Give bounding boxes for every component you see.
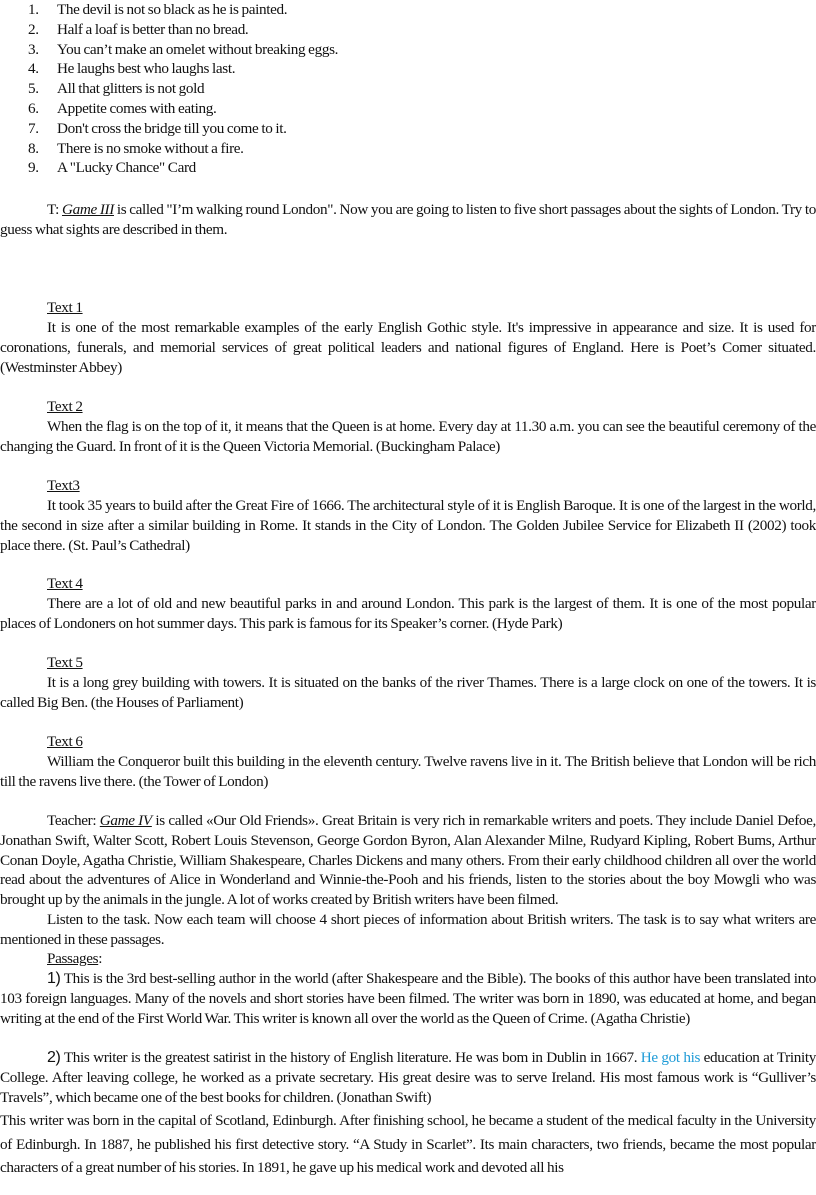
text-heading: Text3 [47,477,80,494]
list-number: 5. [28,80,39,98]
proverb-text: He laughs best who laughs last. [57,60,236,78]
text-heading: Text 4 [47,575,83,592]
game4-text: is called «Our Old Friends». Great Britain is very rich in remarkable writers and poets. They include Daniel Defoe, Jonathan Swift, Walter Scott, Robert Louis Stevenson, George Gordon Byron, Alan Alexander Milne, Rudyard Kipling, Robert Bums, Arthur Conan Doyle, Agatha Christie, William Shakespeare, Charles Dickens and many others. From their early childhood children all over the world read about the adventures of Alice in Wonderland and Winnie-the-Pooh and his friends, listen to the stories about the boy Mowgli who was brought up by the animals in the jungle. A lot of works created by British writers have been filmed. [0,812,816,909]
list-item [0,158,700,178]
passages-colon: : [98,950,103,967]
passage-text: This writer is the greatest satirist in the history of English literature. He was bom in Dublin in 1667. [60,1049,641,1066]
game-title: Game IV [99,812,152,829]
text-body: It took 35 years to build after the Great Fire of 1666. The architectural style of it is English Baroque. It is one of the largest in the world, the second in size after a similar building in Rome. It stands in the City of London. The Golden Jubilee Service for Elizabeth II (2002) took place there. (St. Paul’s Cathedral) [0,497,816,554]
proverb-text: Don't cross the bridge till you come to it. [57,119,287,137]
text-body: William the Conqueror built this building in the eleventh century. Twelve ravens live in it. The British believe that London will be rich till the ravens live there. (the Tower of London) [0,753,816,790]
game-title: Game III [62,201,114,218]
list-item [0,20,700,40]
list-number: 2. [28,20,39,38]
text-body: It is a long grey building with towers. It is situated on the banks of the river Thames. There is a large clock on one of the towers. It is called Big Ben. (the Houses of Parliament) [0,674,816,711]
proverb-text: A "Lucky Chance" Card [57,159,196,177]
proverb-text: All that glitters is not gold [57,80,205,98]
list-number: 7. [28,119,39,137]
text-body: When the flag is on the top of it, it means that the Queen is at home. Every day at 11.30 a.m. you can see the beautiful ceremony of the changing the Guard. In front of it is the Queen Victoria Memorial. (Buckingham Palace) [0,418,816,455]
game3-paragraph [0,200,816,240]
passage-text: This is the 3rd best-selling author in the world (after Shakespeare and the Bible). The books of this author have been translated into 103 foreign languages. Many of the novels and short stories have been filmed. The writer was born in 1890, was educated at home, and began writing at the end of the First World War. This writer is known all over the world as the Queen of Crime. (Agatha Christie) [0,970,816,1027]
list-item [0,40,700,60]
proverb-text: Half a loaf is better than no bread. [57,20,249,38]
game4-paragraph [0,811,816,910]
passage-paragraph [0,969,816,1028]
list-number: 4. [28,60,39,78]
list-item [0,0,700,20]
list-item [0,99,700,119]
passage-number: 2) [47,1049,61,1066]
passage-text: education at Trinity College. After leaving college, he worked as a private secretary. His great desire was to serve Ireland. His most famous work is “Gulliver’s Travels”, which became one of the best books for children. (Jonathan Swift) [0,1049,816,1106]
highlighted-link[interactable]: He got his [640,1049,701,1066]
list-number: 8. [28,139,39,157]
list-item [0,79,700,99]
text-heading: Text 1 [47,299,83,316]
list-number: 9. [28,159,39,177]
speaker-prefix: T: [47,201,62,218]
final-paragraph: This writer was born in the capital of Scotland, Edinburgh. After finishing school, he became a student of the medical faculty in the University of Edinburgh. In 1887, he published his first detective story. “A Study in Scarlet”. Its main characters, two friends, became the most popular characters of a great number of his stories. In 1891, he gave up his medical work and devoted all his [0,1112,816,1176]
game3-text: is called "I’m walking round London". Now you are going to listen to five short passages about the sights of London. Try to guess what sights are described in them. [0,201,816,238]
passages-label: Passages [47,950,99,967]
passage-number: 1) [47,970,61,987]
text-body: There are a lot of old and new beautiful parks in and around London. This park is the largest of them. It is one of the most popular places of Londoners on hot summer days. This park is famous for its Speaker’s corner. (Hyde Park) [0,595,816,632]
list-number: 3. [28,40,39,58]
proverb-text: The devil is not so black as he is painted. [57,1,288,18]
list-item [0,139,700,159]
proverb-text: Appetite comes with eating. [57,99,217,117]
proverb-text: There is no smoke without a fire. [57,139,244,157]
passages-heading [47,949,102,969]
list-item [0,119,700,139]
text-heading: Text 2 [47,398,83,415]
list-number: 1. [28,1,39,18]
list-item [0,59,700,79]
proverb-list [0,0,700,178]
list-number: 6. [28,99,39,117]
text-heading: Text 5 [47,654,83,671]
speaker-prefix: Teacher: [47,812,100,829]
task-paragraph: Listen to the task. Now each team will choose 4 short pieces of information about British writers. The task is to say what writers are mentioned in these passages. [0,911,816,948]
proverb-text: You can’t make an omelet without breaking eggs. [57,40,339,58]
passage-paragraph [0,1048,816,1107]
text-heading: Text 6 [47,733,83,750]
text-body: It is one of the most remarkable examples of the early English Gothic style. It's impressive in appearance and size. It is used for coronations, funerals, and memorial services of great political leaders and national figures of England. Here is Poet’s Comer situated. (Westminster Abbey) [0,319,816,376]
